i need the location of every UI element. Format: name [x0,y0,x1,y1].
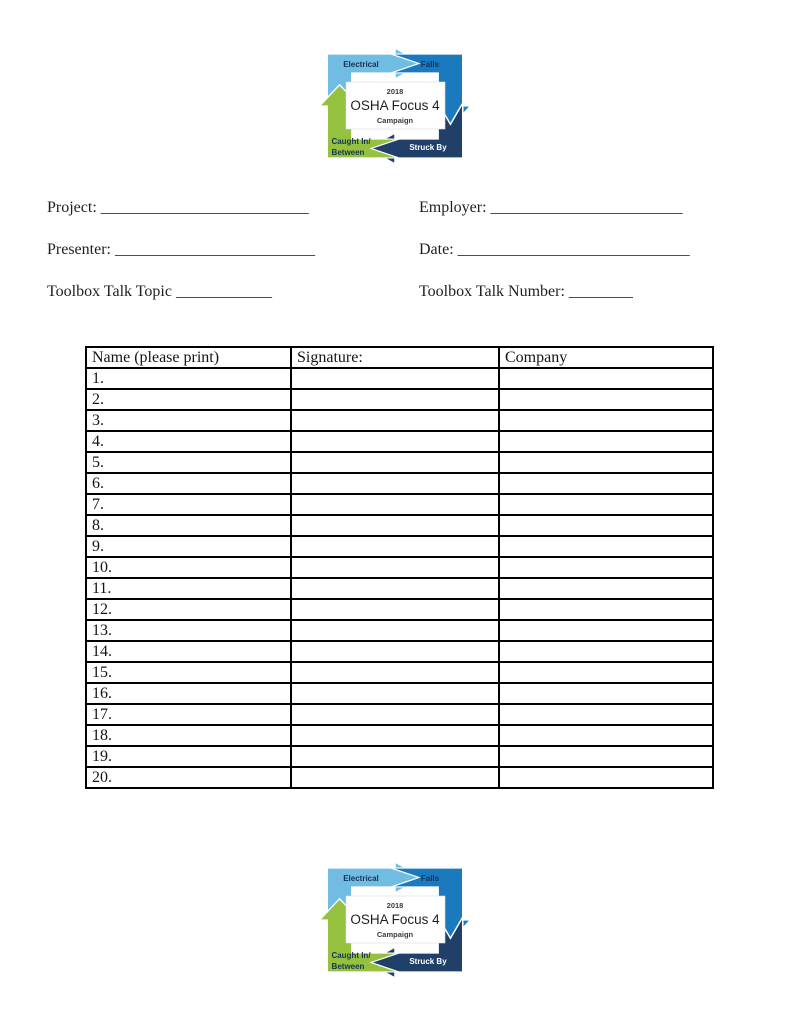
signature-cell[interactable] [291,725,499,746]
signin-row [86,515,713,536]
signin-row [86,452,713,473]
electrical-label: Electrical [343,874,379,883]
name-cell[interactable]: 5. [86,452,291,473]
company-cell[interactable] [499,620,713,641]
name-cell[interactable]: 8. [86,515,291,536]
signature-cell[interactable] [291,515,499,536]
name-cell[interactable]: 3. [86,410,291,431]
signature-cell[interactable] [291,746,499,767]
signin-row [86,389,713,410]
logo-subtitle: Campaign [376,930,414,939]
signin-row [86,620,713,641]
struck-by-label: Struck By [409,143,447,152]
signature-cell[interactable] [291,368,499,389]
presenter-field [47,241,315,259]
company-cell[interactable] [499,557,713,578]
name-cell[interactable]: 13. [86,620,291,641]
signin-row [86,410,713,431]
employer-field [419,199,683,217]
signin-row [86,704,713,725]
presenter-label: Presenter: [47,241,115,258]
logo-title: OSHA Focus 4 [350,98,440,113]
name-cell[interactable]: 18. [86,725,291,746]
project-label: Project: [47,199,101,216]
signature-cell[interactable] [291,683,499,704]
company-cell[interactable] [499,683,713,704]
signature-cell[interactable] [291,410,499,431]
name-cell[interactable]: 19. [86,746,291,767]
signature-cell[interactable] [291,767,499,788]
date-label: Date: [419,241,458,258]
company-cell[interactable] [499,452,713,473]
struck-by-label: Struck By [409,957,447,966]
signin-row [86,599,713,620]
presenter-fill-line[interactable]: _________________________ [114,241,315,258]
signin-row [86,431,713,452]
name-cell[interactable]: 15. [86,662,291,683]
date-field [419,241,690,259]
company-cell[interactable] [499,494,713,515]
caught-in-label-line1: Caught In/ [331,137,371,146]
name-cell[interactable]: 16. [86,683,291,704]
name-cell[interactable]: 11. [86,578,291,599]
name-cell[interactable]: 6. [86,473,291,494]
electrical-label: Electrical [343,60,379,69]
name-cell[interactable]: 4. [86,431,291,452]
company-cell[interactable] [499,515,713,536]
osha-focus4-logo-top [318,47,472,165]
signature-cell[interactable] [291,599,499,620]
company-cell[interactable] [499,725,713,746]
signin-row [86,746,713,767]
name-cell[interactable]: 1. [86,368,291,389]
signin-row [86,473,713,494]
signin-row [86,557,713,578]
logo-title: OSHA Focus 4 [350,912,440,927]
col-header-company: Company [499,347,713,368]
logo-year: 2018 [386,901,404,910]
signin-row [86,536,713,557]
company-cell[interactable] [499,536,713,557]
name-cell[interactable]: 17. [86,704,291,725]
company-cell[interactable] [499,389,713,410]
name-cell[interactable]: 9. [86,536,291,557]
company-cell[interactable] [499,410,713,431]
signin-row [86,725,713,746]
signature-cell[interactable] [291,662,499,683]
caught-in-label-line1: Caught In/ [331,951,371,960]
name-cell[interactable]: 12. [86,599,291,620]
company-cell[interactable] [499,746,713,767]
company-cell[interactable] [499,767,713,788]
company-cell[interactable] [499,431,713,452]
signature-cell[interactable] [291,494,499,515]
col-header-name: Name (please print) [86,347,291,368]
signature-cell[interactable] [291,452,499,473]
name-cell[interactable]: 10. [86,557,291,578]
falls-label: Falls [420,874,440,883]
company-cell[interactable] [499,473,713,494]
company-cell[interactable] [499,578,713,599]
osha-focus4-logo-graphic [318,47,472,165]
caught-in-label-line2: Between [331,148,365,157]
signin-row [86,368,713,389]
osha-focus4-logo-graphic [318,861,472,979]
name-cell[interactable]: 14. [86,641,291,662]
signin-row [86,494,713,515]
name-cell[interactable]: 20. [86,767,291,788]
signin-row [86,578,713,599]
company-cell[interactable] [499,368,713,389]
signin-header-row [86,347,713,368]
signature-cell[interactable] [291,536,499,557]
date-fill-line[interactable]: _____________________________ [457,241,690,258]
company-cell[interactable] [499,662,713,683]
falls-label: Falls [420,60,440,69]
toolbox-talk-number-label: Toolbox Talk Number: [419,283,569,300]
signature-cell[interactable] [291,473,499,494]
signature-cell[interactable] [291,641,499,662]
signature-cell[interactable] [291,389,499,410]
toolbox-talk-topic-label: Toolbox Talk Topic [47,283,176,300]
toolbox-talk-topic-field [47,283,272,301]
toolbox-talk-topic-fill-line[interactable]: ____________ [175,283,272,300]
signin-table [85,346,714,789]
toolbox-talk-number-fill-line[interactable]: ________ [568,283,633,300]
project-field [47,199,309,217]
signature-cell[interactable] [291,431,499,452]
company-cell[interactable] [499,641,713,662]
logo-subtitle: Campaign [376,116,414,125]
signature-cell[interactable] [291,704,499,725]
company-cell[interactable] [499,704,713,725]
name-cell[interactable]: 7. [86,494,291,515]
toolbox-talk-number-field [419,283,633,301]
caught-in-label-line2: Between [331,962,365,971]
signin-row [86,767,713,788]
signin-row [86,641,713,662]
employer-label: Employer: [419,199,491,216]
signin-table-body [86,368,713,788]
company-cell[interactable] [499,599,713,620]
signature-cell[interactable] [291,557,499,578]
osha-focus4-logo-bottom [318,861,472,979]
signin-row [86,662,713,683]
signature-cell[interactable] [291,578,499,599]
signature-cell[interactable] [291,620,499,641]
employer-fill-line[interactable]: ________________________ [490,199,683,216]
signin-row [86,683,713,704]
project-fill-line[interactable]: __________________________ [100,199,309,216]
col-header-signature: Signature: [291,347,499,368]
logo-year: 2018 [386,87,404,96]
name-cell[interactable]: 2. [86,389,291,410]
